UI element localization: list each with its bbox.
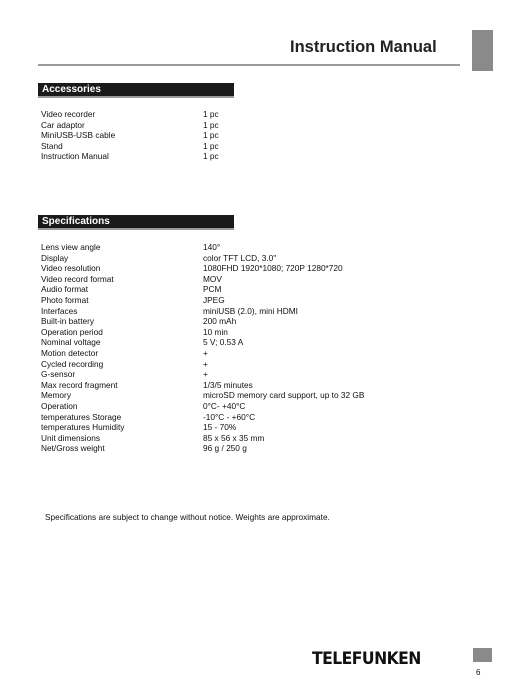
accessory-row <box>41 109 461 120</box>
disclaimer-note: Specifications are subject to change without notice. Weights are approximate. <box>45 512 330 522</box>
accessories-heading: Accessories <box>38 83 234 98</box>
spec-name: Audio format <box>41 284 89 295</box>
specifications-list <box>41 242 461 454</box>
spec-value: 85 x 56 x 35 mm <box>203 432 265 443</box>
spec-name: temperatures Storage <box>41 411 122 422</box>
spec-value: 1/3/5 minutes <box>203 379 253 390</box>
spec-value: microSD memory card support, up to 32 GB <box>203 390 365 401</box>
spec-name: Nominal voltage <box>41 337 101 348</box>
spec-row <box>41 284 461 295</box>
spec-value: + <box>203 369 208 380</box>
spec-name: G-sensor <box>41 369 76 380</box>
spec-row <box>41 390 461 401</box>
accessory-row <box>41 141 461 152</box>
spec-value: 140° <box>203 242 221 252</box>
accessory-name: Stand <box>41 140 63 151</box>
spec-row <box>41 327 461 338</box>
spec-value: + <box>203 358 208 369</box>
spec-row <box>41 433 461 444</box>
spec-name: Net/Gross weight <box>41 443 105 454</box>
header-title: Instruction Manual <box>290 38 437 56</box>
specifications-heading: Specifications <box>38 215 234 230</box>
spec-name: Photo format <box>41 294 89 305</box>
accessory-row <box>41 130 461 141</box>
spec-name: Video resolution <box>41 263 101 274</box>
accessory-name: Instruction Manual <box>41 151 109 162</box>
brand-logo: TELEFUNKEN <box>312 649 421 669</box>
spec-name: Lens view angle <box>41 242 101 252</box>
spec-row <box>41 316 461 327</box>
page-number: 6 <box>476 668 481 677</box>
spec-name: Max record fragment <box>41 379 118 390</box>
accessory-qty: 1 pc <box>203 130 219 141</box>
spec-name: Display <box>41 252 69 263</box>
accessory-name: Car adaptor <box>41 119 85 130</box>
spec-row <box>41 412 461 423</box>
spec-name: temperatures Humidity <box>41 422 125 433</box>
accessory-row <box>41 151 461 162</box>
spec-name: Memory <box>41 390 71 401</box>
spec-row <box>41 422 461 433</box>
spec-value: 5 V; 0.53 A <box>203 337 244 348</box>
spec-value: PCM <box>203 284 222 295</box>
accessory-qty: 1 pc <box>203 119 219 130</box>
spec-name: Built-in battery <box>41 316 95 327</box>
spec-value: MOV <box>203 273 222 284</box>
spec-row <box>41 359 461 370</box>
accessory-qty: 1 pc <box>203 151 219 162</box>
spec-value: 15 - 70% <box>203 422 237 433</box>
spec-value: -10°C - +60°C <box>203 411 256 422</box>
spec-row <box>41 337 461 348</box>
accessory-qty: 1 pc <box>203 140 219 151</box>
header-rule <box>38 64 460 66</box>
spec-row <box>41 369 461 380</box>
spec-row <box>41 443 461 454</box>
spec-name: Cycled recording <box>41 358 104 369</box>
spec-name: Operation period <box>41 326 103 337</box>
spec-value: 200 mAh <box>203 316 237 327</box>
footer-page-tab <box>473 648 492 662</box>
spec-row <box>41 295 461 306</box>
spec-name: Video record format <box>41 273 114 284</box>
spec-row <box>41 380 461 391</box>
spec-row <box>41 242 461 253</box>
accessory-qty: 1 pc <box>203 109 219 119</box>
spec-name: Interfaces <box>41 305 78 316</box>
spec-row <box>41 306 461 317</box>
spec-value: + <box>203 347 208 358</box>
spec-value: 10 min <box>203 326 228 337</box>
spec-row <box>41 263 461 274</box>
spec-value: color TFT LCD, 3.0" <box>203 252 277 263</box>
spec-name: Motion detector <box>41 347 99 358</box>
spec-value: 1080FHD 1920*1080; 720P 1280*720 <box>203 263 343 274</box>
spec-name: Unit dimensions <box>41 432 101 443</box>
spec-value: 0°C- +40°C <box>203 400 246 411</box>
accessory-row <box>41 120 461 131</box>
header-page-tab <box>472 30 493 71</box>
spec-value: JPEG <box>203 294 225 305</box>
spec-value: 96 g / 250 g <box>203 443 247 454</box>
spec-row <box>41 274 461 285</box>
accessory-name: Video recorder <box>41 109 96 119</box>
spec-row <box>41 253 461 264</box>
spec-row <box>41 401 461 412</box>
spec-row <box>41 348 461 359</box>
spec-value: miniUSB (2.0), mini HDMI <box>203 305 298 316</box>
accessory-name: MiniUSB-USB cable <box>41 130 116 141</box>
accessories-list <box>41 109 461 162</box>
spec-name: Operation <box>41 400 78 411</box>
